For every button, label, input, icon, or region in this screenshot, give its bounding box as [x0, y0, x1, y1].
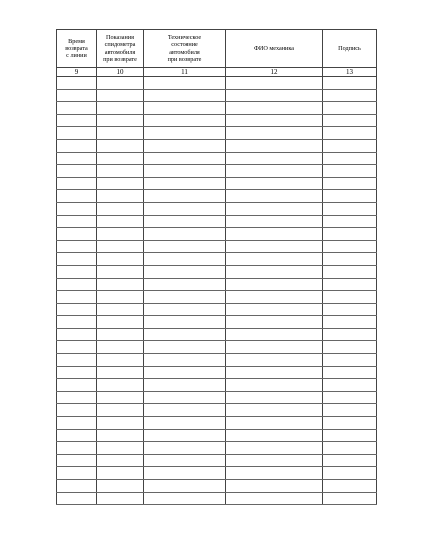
table-row — [57, 442, 377, 455]
vehicle-return-log-table — [56, 29, 377, 505]
column-number: 13 — [323, 68, 377, 77]
table-row — [57, 404, 377, 417]
table-cell[interactable] — [226, 429, 323, 442]
table-cell[interactable] — [226, 278, 323, 291]
table-cell[interactable] — [144, 215, 226, 228]
table-row — [57, 341, 377, 354]
table-cell[interactable] — [323, 215, 377, 228]
table-cell[interactable] — [97, 127, 144, 140]
table-cell[interactable] — [97, 341, 144, 354]
table-cell[interactable] — [57, 152, 97, 165]
table-cell[interactable] — [144, 391, 226, 404]
table-cell[interactable] — [144, 454, 226, 467]
table-cell[interactable] — [323, 328, 377, 341]
table-cell[interactable] — [226, 165, 323, 178]
table-row — [57, 127, 377, 140]
table-row — [57, 228, 377, 241]
table-cell[interactable] — [323, 303, 377, 316]
table-cell[interactable] — [144, 417, 226, 430]
table-cell[interactable] — [323, 316, 377, 329]
table-cell[interactable] — [57, 177, 97, 190]
table-row — [57, 354, 377, 367]
table-cell[interactable] — [144, 467, 226, 480]
table-cell[interactable] — [97, 139, 144, 152]
table-cell[interactable] — [97, 77, 144, 90]
table-cell[interactable] — [144, 139, 226, 152]
table-cell[interactable] — [144, 114, 226, 127]
table-cell[interactable] — [144, 202, 226, 215]
table-cell[interactable] — [97, 165, 144, 178]
table-row — [57, 291, 377, 304]
table-cell[interactable] — [323, 139, 377, 152]
table-cell[interactable] — [97, 278, 144, 291]
table-cell[interactable] — [226, 303, 323, 316]
table-cell[interactable] — [226, 454, 323, 467]
table-cell[interactable] — [323, 417, 377, 430]
table-cell[interactable] — [144, 127, 226, 140]
table-row — [57, 391, 377, 404]
table-cell[interactable] — [57, 391, 97, 404]
table-cell[interactable] — [226, 228, 323, 241]
table-cell[interactable] — [226, 442, 323, 455]
table-cell[interactable] — [57, 89, 97, 102]
table-cell[interactable] — [226, 127, 323, 140]
table-cell[interactable] — [97, 492, 144, 505]
table-cell[interactable] — [97, 265, 144, 278]
table-cell[interactable] — [57, 253, 97, 266]
table-cell[interactable] — [144, 278, 226, 291]
table-cell[interactable] — [57, 165, 97, 178]
table-cell[interactable] — [144, 328, 226, 341]
table-row — [57, 215, 377, 228]
table-cell[interactable] — [97, 480, 144, 493]
table-row — [57, 316, 377, 329]
table-cell[interactable] — [57, 417, 97, 430]
column-number: 9 — [57, 68, 97, 77]
table-cell[interactable] — [144, 366, 226, 379]
table-cell[interactable] — [323, 429, 377, 442]
table-row — [57, 454, 377, 467]
table-cell[interactable] — [57, 467, 97, 480]
table-cell[interactable] — [144, 152, 226, 165]
table-row — [57, 328, 377, 341]
table-cell[interactable] — [97, 291, 144, 304]
table-cell[interactable] — [226, 89, 323, 102]
table-cell[interactable] — [323, 467, 377, 480]
table-row — [57, 202, 377, 215]
table-cell[interactable] — [323, 253, 377, 266]
table-cell[interactable] — [144, 77, 226, 90]
table-row — [57, 77, 377, 90]
table-cell[interactable] — [323, 366, 377, 379]
table-row — [57, 114, 377, 127]
table-row — [57, 429, 377, 442]
table-cell[interactable] — [97, 391, 144, 404]
table-cell[interactable] — [144, 177, 226, 190]
table-row — [57, 165, 377, 178]
table-cell[interactable] — [323, 152, 377, 165]
table-cell[interactable] — [226, 253, 323, 266]
table-cell[interactable] — [97, 228, 144, 241]
table-cell[interactable] — [57, 354, 97, 367]
return-log-sheet — [56, 29, 376, 505]
table-row — [57, 303, 377, 316]
table-cell[interactable] — [144, 291, 226, 304]
table-cell[interactable] — [97, 316, 144, 329]
table-cell[interactable] — [323, 228, 377, 241]
table-cell[interactable] — [226, 316, 323, 329]
table-cell[interactable] — [323, 165, 377, 178]
table-cell[interactable] — [226, 366, 323, 379]
column-number-row — [57, 68, 377, 77]
table-cell[interactable] — [57, 190, 97, 203]
table-row — [57, 240, 377, 253]
table-cell[interactable] — [144, 228, 226, 241]
table-cell[interactable] — [57, 442, 97, 455]
table-cell[interactable] — [323, 492, 377, 505]
table-cell[interactable] — [57, 139, 97, 152]
table-cell[interactable] — [144, 429, 226, 442]
table-cell[interactable] — [97, 429, 144, 442]
table-cell[interactable] — [97, 215, 144, 228]
header-signature: Подпись — [323, 30, 377, 68]
table-cell[interactable] — [226, 190, 323, 203]
table-row — [57, 89, 377, 102]
table-cell[interactable] — [323, 202, 377, 215]
table-cell[interactable] — [323, 391, 377, 404]
table-cell[interactable] — [226, 417, 323, 430]
table-cell[interactable] — [226, 467, 323, 480]
table-cell[interactable] — [57, 114, 97, 127]
table-cell[interactable] — [144, 354, 226, 367]
table-cell[interactable] — [144, 341, 226, 354]
table-cell[interactable] — [226, 291, 323, 304]
table-cell[interactable] — [144, 442, 226, 455]
table-cell[interactable] — [144, 89, 226, 102]
table-cell[interactable] — [97, 240, 144, 253]
table-cell[interactable] — [226, 114, 323, 127]
table-cell[interactable] — [97, 454, 144, 467]
table-row — [57, 139, 377, 152]
table-cell[interactable] — [57, 77, 97, 90]
table-cell[interactable] — [97, 202, 144, 215]
table-cell[interactable] — [226, 240, 323, 253]
table-cell[interactable] — [226, 391, 323, 404]
table-cell[interactable] — [57, 228, 97, 241]
table-cell[interactable] — [144, 404, 226, 417]
table-cell[interactable] — [57, 328, 97, 341]
header-mechanic-name: ФИО механика — [226, 30, 323, 68]
table-cell[interactable] — [144, 265, 226, 278]
table-cell[interactable] — [144, 190, 226, 203]
table-cell[interactable] — [323, 442, 377, 455]
table-row — [57, 467, 377, 480]
table-cell[interactable] — [57, 341, 97, 354]
table-cell[interactable] — [57, 404, 97, 417]
table-cell[interactable] — [226, 102, 323, 115]
table-cell[interactable] — [323, 114, 377, 127]
table-cell[interactable] — [323, 240, 377, 253]
table-cell[interactable] — [57, 429, 97, 442]
column-number: 11 — [144, 68, 226, 77]
table-cell[interactable] — [57, 492, 97, 505]
table-cell[interactable] — [97, 379, 144, 392]
table-cell[interactable] — [97, 102, 144, 115]
table-cell[interactable] — [323, 177, 377, 190]
table-row — [57, 278, 377, 291]
header-return-time: Время возврата с линии — [57, 30, 97, 68]
table-cell[interactable] — [323, 404, 377, 417]
table-cell[interactable] — [144, 316, 226, 329]
table-cell[interactable] — [144, 303, 226, 316]
table-cell[interactable] — [97, 253, 144, 266]
table-cell[interactable] — [323, 77, 377, 90]
column-number: 10 — [97, 68, 144, 77]
table-row — [57, 379, 377, 392]
table-cell[interactable] — [97, 354, 144, 367]
table-cell[interactable] — [97, 417, 144, 430]
table-cell[interactable] — [97, 404, 144, 417]
table-cell[interactable] — [97, 366, 144, 379]
log-entries — [57, 77, 377, 505]
table-cell[interactable] — [57, 215, 97, 228]
table-cell[interactable] — [144, 240, 226, 253]
table-cell[interactable] — [226, 215, 323, 228]
table-row — [57, 190, 377, 203]
table-cell[interactable] — [97, 190, 144, 203]
table-cell[interactable] — [57, 480, 97, 493]
table-cell[interactable] — [323, 291, 377, 304]
table-cell[interactable] — [57, 265, 97, 278]
table-cell[interactable] — [57, 291, 97, 304]
table-cell[interactable] — [97, 303, 144, 316]
table-cell[interactable] — [226, 202, 323, 215]
table-cell[interactable] — [323, 89, 377, 102]
table-cell[interactable] — [226, 480, 323, 493]
table-cell[interactable] — [323, 379, 377, 392]
table-cell[interactable] — [226, 77, 323, 90]
table-cell[interactable] — [323, 278, 377, 291]
table-cell[interactable] — [57, 127, 97, 140]
table-cell[interactable] — [57, 366, 97, 379]
table-row — [57, 152, 377, 165]
table-row — [57, 417, 377, 430]
table-row — [57, 253, 377, 266]
table-cell[interactable] — [226, 379, 323, 392]
table-cell[interactable] — [57, 240, 97, 253]
table-cell[interactable] — [144, 480, 226, 493]
table-cell[interactable] — [323, 341, 377, 354]
table-cell[interactable] — [57, 379, 97, 392]
column-number: 12 — [226, 68, 323, 77]
table-cell[interactable] — [323, 454, 377, 467]
table-cell[interactable] — [323, 265, 377, 278]
table-cell[interactable] — [226, 492, 323, 505]
table-cell[interactable] — [97, 152, 144, 165]
header-technical-condition: Техническое состояние автомобиля при возврате — [144, 30, 226, 68]
table-cell[interactable] — [97, 467, 144, 480]
table-row — [57, 265, 377, 278]
table-cell[interactable] — [226, 404, 323, 417]
table-cell[interactable] — [226, 152, 323, 165]
table-cell[interactable] — [57, 454, 97, 467]
table-cell[interactable] — [226, 177, 323, 190]
table-cell[interactable] — [323, 480, 377, 493]
table-cell[interactable] — [57, 102, 97, 115]
table-row — [57, 102, 377, 115]
table-cell[interactable] — [144, 102, 226, 115]
table-row — [57, 366, 377, 379]
table-cell[interactable] — [226, 328, 323, 341]
table-cell[interactable] — [144, 165, 226, 178]
table-cell[interactable] — [144, 379, 226, 392]
header-speedometer-reading: Показания спидометра автомобиля при возврате — [97, 30, 144, 68]
table-cell[interactable] — [57, 303, 97, 316]
table-row — [57, 492, 377, 505]
table-cell[interactable] — [226, 265, 323, 278]
table-cell[interactable] — [97, 177, 144, 190]
table-cell[interactable] — [57, 278, 97, 291]
table-cell[interactable] — [323, 102, 377, 115]
table-cell[interactable] — [144, 492, 226, 505]
table-cell[interactable] — [97, 328, 144, 341]
table-cell[interactable] — [226, 341, 323, 354]
table-cell[interactable] — [323, 190, 377, 203]
table-row — [57, 177, 377, 190]
table-cell[interactable] — [97, 442, 144, 455]
table-cell[interactable] — [144, 253, 226, 266]
header-row — [57, 30, 377, 68]
table-cell[interactable] — [97, 89, 144, 102]
table-cell[interactable] — [323, 127, 377, 140]
table-cell[interactable] — [57, 316, 97, 329]
table-row — [57, 480, 377, 493]
table-cell[interactable] — [57, 202, 97, 215]
table-cell[interactable] — [226, 139, 323, 152]
table-cell[interactable] — [323, 354, 377, 367]
table-cell[interactable] — [97, 114, 144, 127]
table-cell[interactable] — [226, 354, 323, 367]
